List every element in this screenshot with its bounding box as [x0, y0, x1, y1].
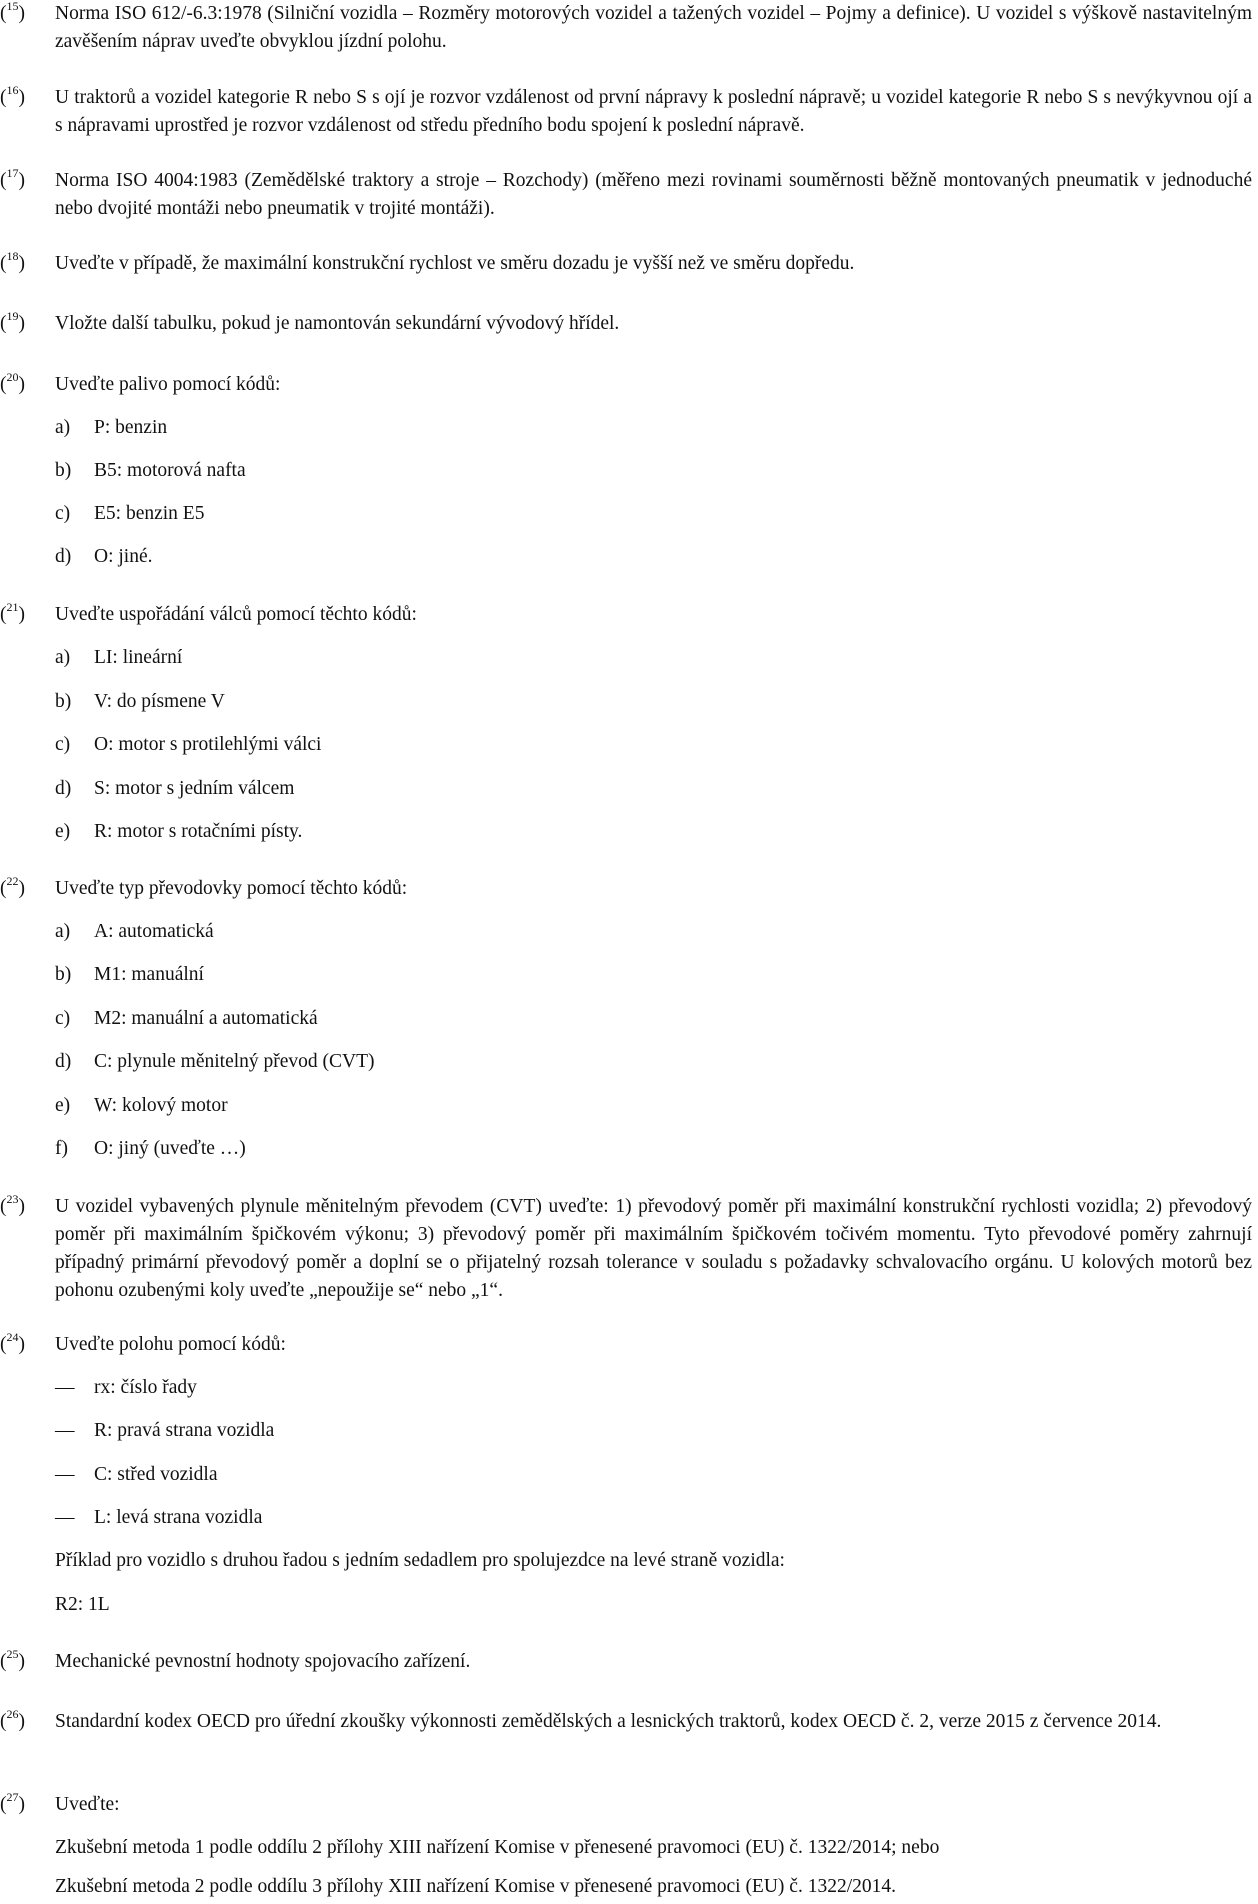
list-item-label: b)	[55, 460, 72, 481]
list-item-label: c)	[55, 1008, 71, 1029]
list-item-text: A: automatická	[94, 921, 214, 942]
footnote-marker: ($^{23}$)	[0, 1192, 25, 1217]
footnote-marker: ($^{27}$)	[0, 1790, 25, 1815]
list-item-label: d)	[55, 778, 72, 799]
list-item-label: b)	[55, 964, 72, 985]
footnote-text: Uveďte v případě, že maximální konstrukční rychlost ve směru dozadu je vyšší než ve směru dopředu.	[55, 253, 855, 274]
dash-label: —	[55, 1464, 75, 1485]
footnote-text: Uveďte typ převodovky pomocí těchto kódů:	[55, 878, 408, 899]
list-item-text: C: plynule měnitelný převod (CVT)	[94, 1051, 375, 1072]
footnote-text: Norma ISO 4004:1983 (Zemědělské traktory a stroje – Rozchody) (měřeno mezi rovinami souměrnosti běžně montovaných pneumatik v jednoduché nebo dvojité montáži nebo pneumatik v trojité montáži).	[55, 170, 1252, 219]
list-item-label: d)	[55, 546, 72, 567]
list-item-text: B5: motorová nafta	[94, 460, 246, 481]
list-item-label: e)	[55, 1095, 71, 1116]
list-item-label: e)	[55, 821, 71, 842]
list-item-text: O: motor s protilehlými válci	[94, 734, 322, 755]
footnote-marker: ($^{26}$)	[0, 1707, 25, 1732]
list-item-label: a)	[55, 417, 71, 438]
list-item-label: b)	[55, 691, 72, 712]
dash-text: L: levá strana vozidla	[94, 1507, 263, 1528]
list-item-label: d)	[55, 1051, 72, 1072]
list-item-text: P: benzin	[94, 417, 168, 438]
test-method-2: Zkušební metoda 2 podle oddílu 3 přílohy XIII nařízení Komise v přenesené pravomoci (EU) č. 1322/2014.	[55, 1876, 896, 1897]
list-item-text: O: jiné.	[94, 546, 153, 567]
dash-label: —	[55, 1420, 75, 1441]
example-text: Příklad pro vozidlo s druhou řadou s jedním sedadlem pro spolujezdce na levé straně vozidla:	[55, 1550, 785, 1571]
footnote-text: Uveďte palivo pomocí kódů:	[55, 374, 281, 395]
list-item-text: M2: manuální a automatická	[94, 1008, 318, 1029]
footnote-text: Uveďte:	[55, 1794, 120, 1815]
footnote-text: Norma ISO 612/-6.3:1978 (Silniční vozidla – Rozměry motorových vozidel a tažených vozidel – Pojmy a definice). U vozidel s výškově nastavitelným zavěšením náprav uveďte obvyklou jízdní polohu.	[55, 3, 1252, 52]
list-item-text: W: kolový motor	[94, 1095, 228, 1116]
footnote-text: Standardní kodex OECD pro úřední zkoušky výkonnosti zemědělských a lesnických traktorů, kodex OECD č. 2, verze 2015 z července 2014.	[55, 1711, 1162, 1732]
footnote-marker: ($^{24}$)	[0, 1330, 25, 1355]
footnote-marker: ($^{22}$)	[0, 874, 25, 899]
footnote-text: Uveďte uspořádání válců pomocí těchto kódů:	[55, 604, 417, 625]
list-item-label: c)	[55, 734, 71, 755]
footnote-text: Uveďte polohu pomocí kódů:	[55, 1334, 286, 1355]
footnote-text: Mechanické pevnostní hodnoty spojovacího zařízení.	[55, 1651, 471, 1672]
footnote-marker: ($^{15}$)	[0, 0, 25, 24]
list-item-text: R: motor s rotačními písty.	[94, 821, 303, 842]
footnote-marker: ($^{18}$)	[0, 249, 25, 274]
footnote-text: U traktorů a vozidel kategorie R nebo S s ojí je rozvor vzdálenost od první nápravy k poslední nápravě; u vozidel kategorie R nebo S s nevýkyvnou ojí a s nápravami uprostřed je rozvor vzdálenost od středu předního bodu spojení k poslední nápravě.	[55, 87, 1252, 136]
dash-label: —	[55, 1507, 75, 1528]
footnote-text: U vozidel vybavených plynule měnitelným převodem (CVT) uveďte: 1) převodový poměr při maximální konstrukční rychlosti vozidla; 2) převodový poměr při maximálním špičkovém výkonu; 3) převodový poměr při maximálním špičkovém točivém momentu. Tyto převodové poměry zahrnují případný primární převodový poměr a doplní se o přijatelný rozsah tolerance v souladu s požadavky schvalovacího orgánu. U kolových motorů bez pohonu ozubenými koly uveďte „nepoužije se“ nebo „1“.	[55, 1196, 1252, 1301]
list-item-label: c)	[55, 503, 71, 524]
footnote-marker: ($^{16}$)	[0, 83, 25, 108]
list-item-text: O: jiný (uveďte …)	[94, 1138, 246, 1159]
dash-text: C: střed vozidla	[94, 1464, 218, 1485]
list-item-label: a)	[55, 647, 71, 668]
list-item-text: LI: lineární	[94, 647, 183, 668]
list-item-label: f)	[55, 1138, 68, 1159]
dash-text: rx: číslo řady	[94, 1377, 197, 1398]
test-method-1: Zkušební metoda 1 podle oddílu 2 přílohy XIII nařízení Komise v přenesené pravomoci (EU) č. 1322/2014; nebo	[55, 1837, 940, 1858]
footnote-marker: ($^{25}$)	[0, 1647, 25, 1672]
list-item-label: a)	[55, 921, 71, 942]
footnote-marker: ($^{20}$)	[0, 370, 25, 395]
list-item-text: S: motor s jedním válcem	[94, 778, 295, 799]
dash-label: —	[55, 1377, 75, 1398]
list-item-text: V: do písmene V	[94, 691, 225, 712]
footnote-marker: ($^{17}$)	[0, 166, 25, 191]
footnote-text: Vložte další tabulku, pokud je namontován sekundární vývodový hřídel.	[55, 313, 620, 334]
list-item-text: M1: manuální	[94, 964, 204, 985]
dash-text: R: pravá strana vozidla	[94, 1420, 275, 1441]
footnote-marker: ($^{19}$)	[0, 309, 25, 334]
list-item-text: E5: benzin E5	[94, 503, 205, 524]
example-code: R2: 1L	[55, 1594, 110, 1615]
footnote-marker: ($^{21}$)	[0, 600, 25, 625]
